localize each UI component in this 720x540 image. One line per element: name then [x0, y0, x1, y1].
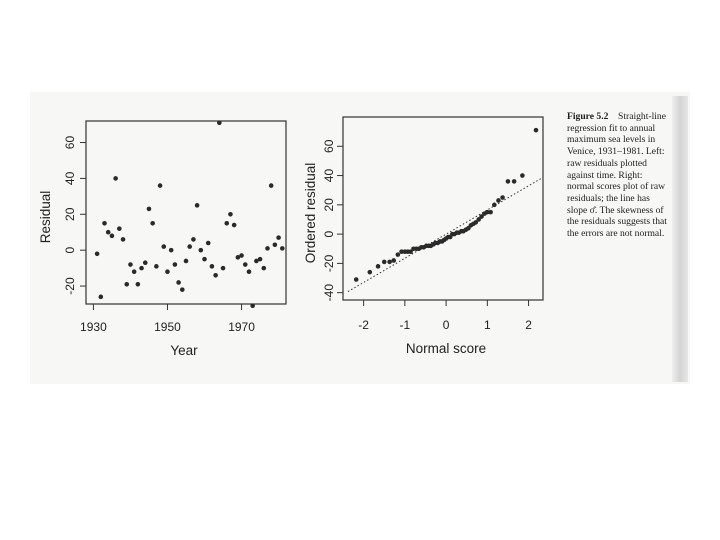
caption-line-1 — [567, 111, 687, 123]
right-x-label: Normal score — [405, 341, 487, 356]
left-data-point — [139, 266, 144, 271]
left-data-point — [128, 262, 133, 267]
left-data-point — [99, 295, 104, 300]
left-data-point — [95, 251, 100, 256]
left-data-point — [228, 212, 233, 217]
left-data-point — [102, 221, 107, 226]
left-data-point — [199, 248, 204, 253]
left-data-point — [187, 244, 192, 249]
right-y-tick-label: 40 — [322, 168, 336, 183]
left-data-point — [136, 282, 141, 287]
caption-line-7: normal scores plot of raw — [567, 181, 666, 193]
right-x-tick-label: -2 — [358, 318, 369, 332]
right-data-point — [488, 210, 493, 215]
left-data-point — [184, 259, 189, 264]
left-points — [95, 120, 285, 308]
left-data-point — [202, 257, 207, 262]
right-y-tick-label: 60 — [322, 139, 336, 153]
left-x-tick-label: 1970 — [228, 320, 255, 334]
caption-figure-number: Figure 5.2 — [567, 111, 609, 122]
left-data-point — [121, 237, 126, 242]
left-data-point — [132, 269, 137, 274]
caption-line-2: regression fit to annual — [567, 122, 656, 134]
left-data-point — [221, 266, 226, 271]
left-data-point — [280, 246, 285, 251]
right-data-point — [492, 203, 497, 208]
left-data-point — [261, 266, 266, 271]
left-data-point — [106, 230, 111, 235]
right-reference-line — [348, 179, 541, 292]
right-data-point — [512, 179, 517, 184]
right-data-point — [534, 128, 539, 133]
figure-caption — [567, 111, 687, 240]
left-data-point — [250, 303, 255, 308]
right-data-point — [382, 260, 387, 265]
left-data-point — [110, 234, 115, 239]
left-x-tick-label: 1950 — [154, 320, 181, 334]
left-y-tick-label: 0 — [63, 246, 77, 254]
caption-line-10: the residuals suggests that — [567, 216, 667, 228]
right-x-tick-label: 1 — [483, 318, 491, 332]
left-data-point — [258, 257, 263, 262]
caption-line-11: the errors are not normal. — [567, 228, 665, 240]
right-data-point — [506, 179, 511, 184]
left-data-point — [273, 242, 278, 247]
left-data-point — [158, 183, 163, 188]
right-y-tick-label: 0 — [322, 230, 336, 238]
left-data-point — [154, 264, 159, 269]
right-points — [354, 128, 538, 282]
right-plot-frame — [343, 117, 543, 300]
left-data-point — [269, 183, 274, 188]
left-data-point — [113, 176, 118, 181]
caption-line-5: raw residuals plotted — [567, 157, 647, 169]
left-data-point — [232, 223, 237, 228]
left-y-axis — [63, 136, 86, 295]
left-data-point — [161, 244, 166, 249]
right-x-tick-label: 2 — [525, 318, 532, 332]
left-data-point — [173, 262, 178, 267]
left-y-tick-label: 20 — [63, 207, 77, 221]
left-data-point — [176, 280, 181, 285]
right-data-point — [376, 264, 381, 269]
right-y-tick-label: -20 — [322, 254, 336, 273]
caption-line-6: against time. Right: — [567, 169, 643, 181]
left-data-point — [143, 260, 148, 265]
left-data-point — [191, 237, 196, 242]
right-reference-line-segment — [348, 179, 541, 292]
right-y-tick-label: -40 — [322, 284, 336, 302]
right-x-tick-label: 0 — [442, 318, 450, 332]
left-data-point — [124, 282, 129, 287]
right-data-point — [354, 277, 359, 282]
right-data-point — [368, 270, 373, 275]
left-data-point — [169, 248, 174, 253]
left-data-point — [210, 264, 215, 269]
caption-line-4: Venice, 1931–1981. Left: — [567, 146, 665, 158]
right-x-axis — [358, 300, 532, 332]
left-plot-frame — [86, 121, 286, 304]
right-data-point — [391, 258, 396, 263]
left-data-point — [276, 235, 281, 240]
left-x-label: Year — [170, 343, 198, 358]
left-data-point — [165, 269, 170, 274]
left-y-tick-label: 60 — [63, 135, 77, 150]
left-data-point — [117, 226, 122, 231]
left-data-point — [243, 262, 248, 267]
left-data-point — [180, 287, 185, 292]
left-y-label: Residual — [38, 190, 53, 244]
left-y-tick-label: -20 — [63, 277, 77, 295]
left-data-point — [147, 207, 152, 212]
right-data-point — [500, 195, 505, 200]
right-data-point — [496, 198, 501, 203]
right-y-label: Ordered residual — [303, 162, 318, 264]
left-data-point — [247, 269, 252, 274]
left-data-point — [239, 253, 244, 258]
right-data-point — [396, 252, 401, 257]
right-x-tick-label: -1 — [399, 318, 411, 332]
left-data-point — [206, 241, 211, 246]
left-x-axis — [80, 304, 255, 334]
left-data-point — [150, 221, 155, 226]
left-x-tick-label: 1930 — [80, 320, 107, 334]
caption-line-1-text: Straight-line — [618, 111, 666, 122]
left-data-point — [265, 246, 270, 251]
caption-line-9: slope σ̂. The skewness of — [567, 204, 664, 216]
left-data-point — [213, 273, 218, 278]
right-data-point — [387, 260, 392, 265]
caption-line-8: residuals; the line has — [567, 192, 650, 204]
left-data-point — [224, 221, 229, 226]
right-data-point — [520, 173, 525, 178]
left-data-point — [217, 120, 222, 125]
left-data-point — [195, 203, 200, 208]
right-y-tick-label: 20 — [322, 198, 336, 212]
right-y-axis — [322, 139, 343, 301]
caption-line-3: maximum sea levels in — [567, 134, 656, 146]
left-y-tick-label: 40 — [63, 171, 77, 186]
